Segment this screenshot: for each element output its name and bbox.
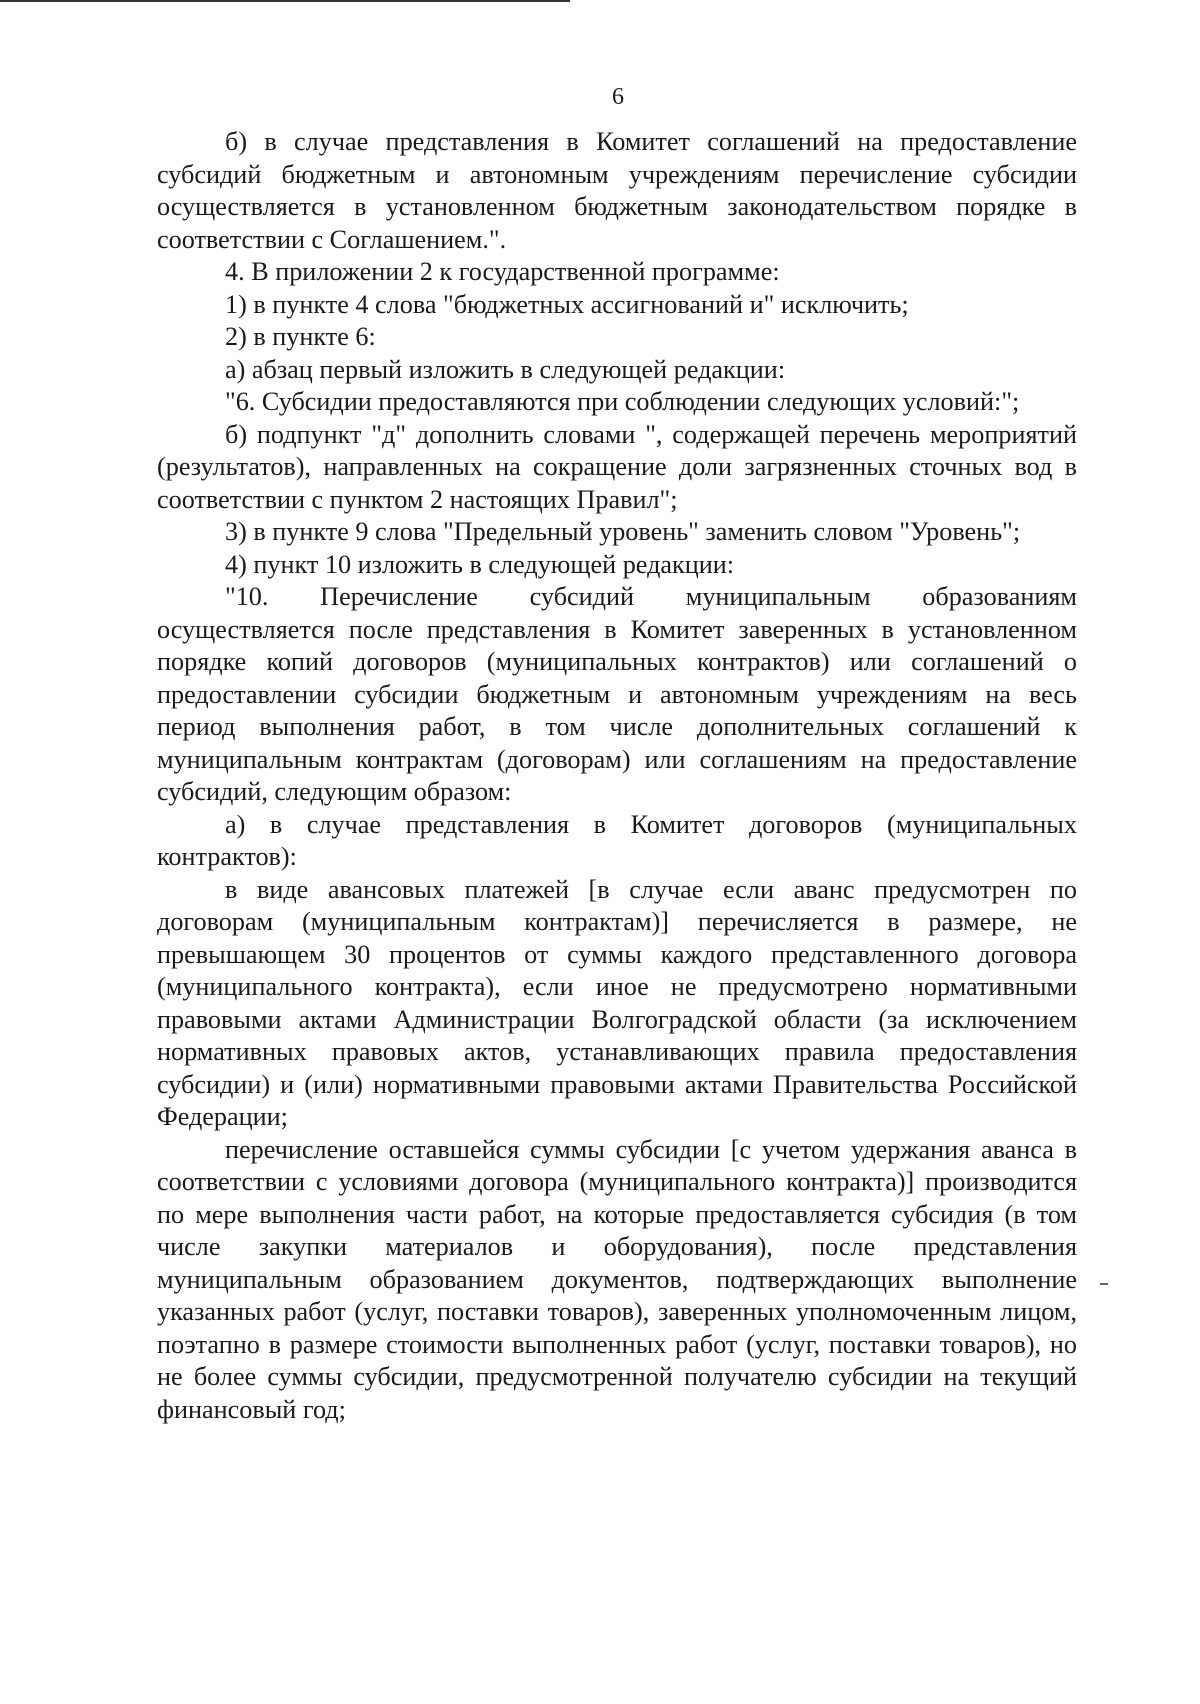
paragraph-subsidy-budget-institutions: б) в случае представления в Комитет соглашений на предоставление субсидий бюджетным и автономным учреждениям перечисление субсидии осуществляется в установленном бюджетным законодательством порядке в соответствии с Соглашением.". [157,127,1077,254]
paragraph-item-9: 3) в пункте 9 слова "Предельный уровень" заменить словом "Уровень"; [225,517,1021,546]
paragraph-item-6: 2) в пункте 6: [225,322,376,351]
scan-artifact-mark [1100,1283,1108,1285]
paragraph-contracts-case: а) в случае представления в Комитет договоров (муниципальных контрактов): [157,809,1077,871]
paragraph-advance-payments: в виде авансовых платежей [в случае если аванс предусмотрен по договорам (муниципальным контрактам)] перечисляется в размере, не превышающем 30 процентов от суммы каждого представленного договора (муниципального контракта), если иное не предусмотрено нормативными правовыми актами Администрации Волгоградской области (за исключением нормативных правовых актов, устанавливающих правила предоставления субсидии) и (или) нормативными правовыми актами Правительства Российской Федерации; [157,874,1077,1131]
paragraph-subitem-d: б) подпункт "д" дополнить словами ", содержащей перечень мероприятий (результатов), направленных на сокращение доли загрязненных сточных вод в соответствии с пунктом 2 настоящих Правил"; [157,419,1077,514]
top-edge-rule [0,0,570,2]
paragraph-item-10-text: "10. Перечисление субсидий муниципальным образованиям осуществляется после представления в Комитет заверенных в установленном порядке копий договоров (муниципальных контрактов) или соглашений о предоставлении субсидии бюджетным и автономным учреждениям на весь период выполнения работ, в том числе дополнительных соглашений к муниципальным контрактам (договорам) или соглашениям на предоставление субсидий, следующим образом: [157,582,1077,806]
paragraph-appendix-2: 4. В приложении 2 к государственной программе: [225,257,780,286]
paragraph-item-4: 1) в пункте 4 слова "бюджетных ассигнований и" исключить; [225,289,909,319]
paragraph-item-10-intro: 4) пункт 10 изложить в следующей редакции: [225,549,735,579]
document-body [157,126,1077,1426]
paragraph-first-abzac: а) абзац первый изложить в следующей редакции: [225,354,786,384]
paragraph-remaining-sum: перечисление оставшейся суммы субсидии [с учетом удержания аванса в соответствии с условиями договора (муниципального контракта)] производится по мере выполнения части работ, на которые предоставляется субсидия (в том числе закупки материалов и оборудования), после представления муниципальным образованием документов, подтверждающих выполнение указанных работ (услуг, поставки товаров), заверенных уполномоченным лицом, поэтапно в размере стоимости выполненных работ (услуг, поставки товаров), но не более суммы субсидии, предусмотренной получателю субсидии на текущий финансовый год; [157,1134,1077,1424]
paragraph-subsidy-conditions: "6. Субсидии предоставляются при соблюдении следующих условий:"; [225,387,1020,416]
page-number: 6 [612,84,624,110]
